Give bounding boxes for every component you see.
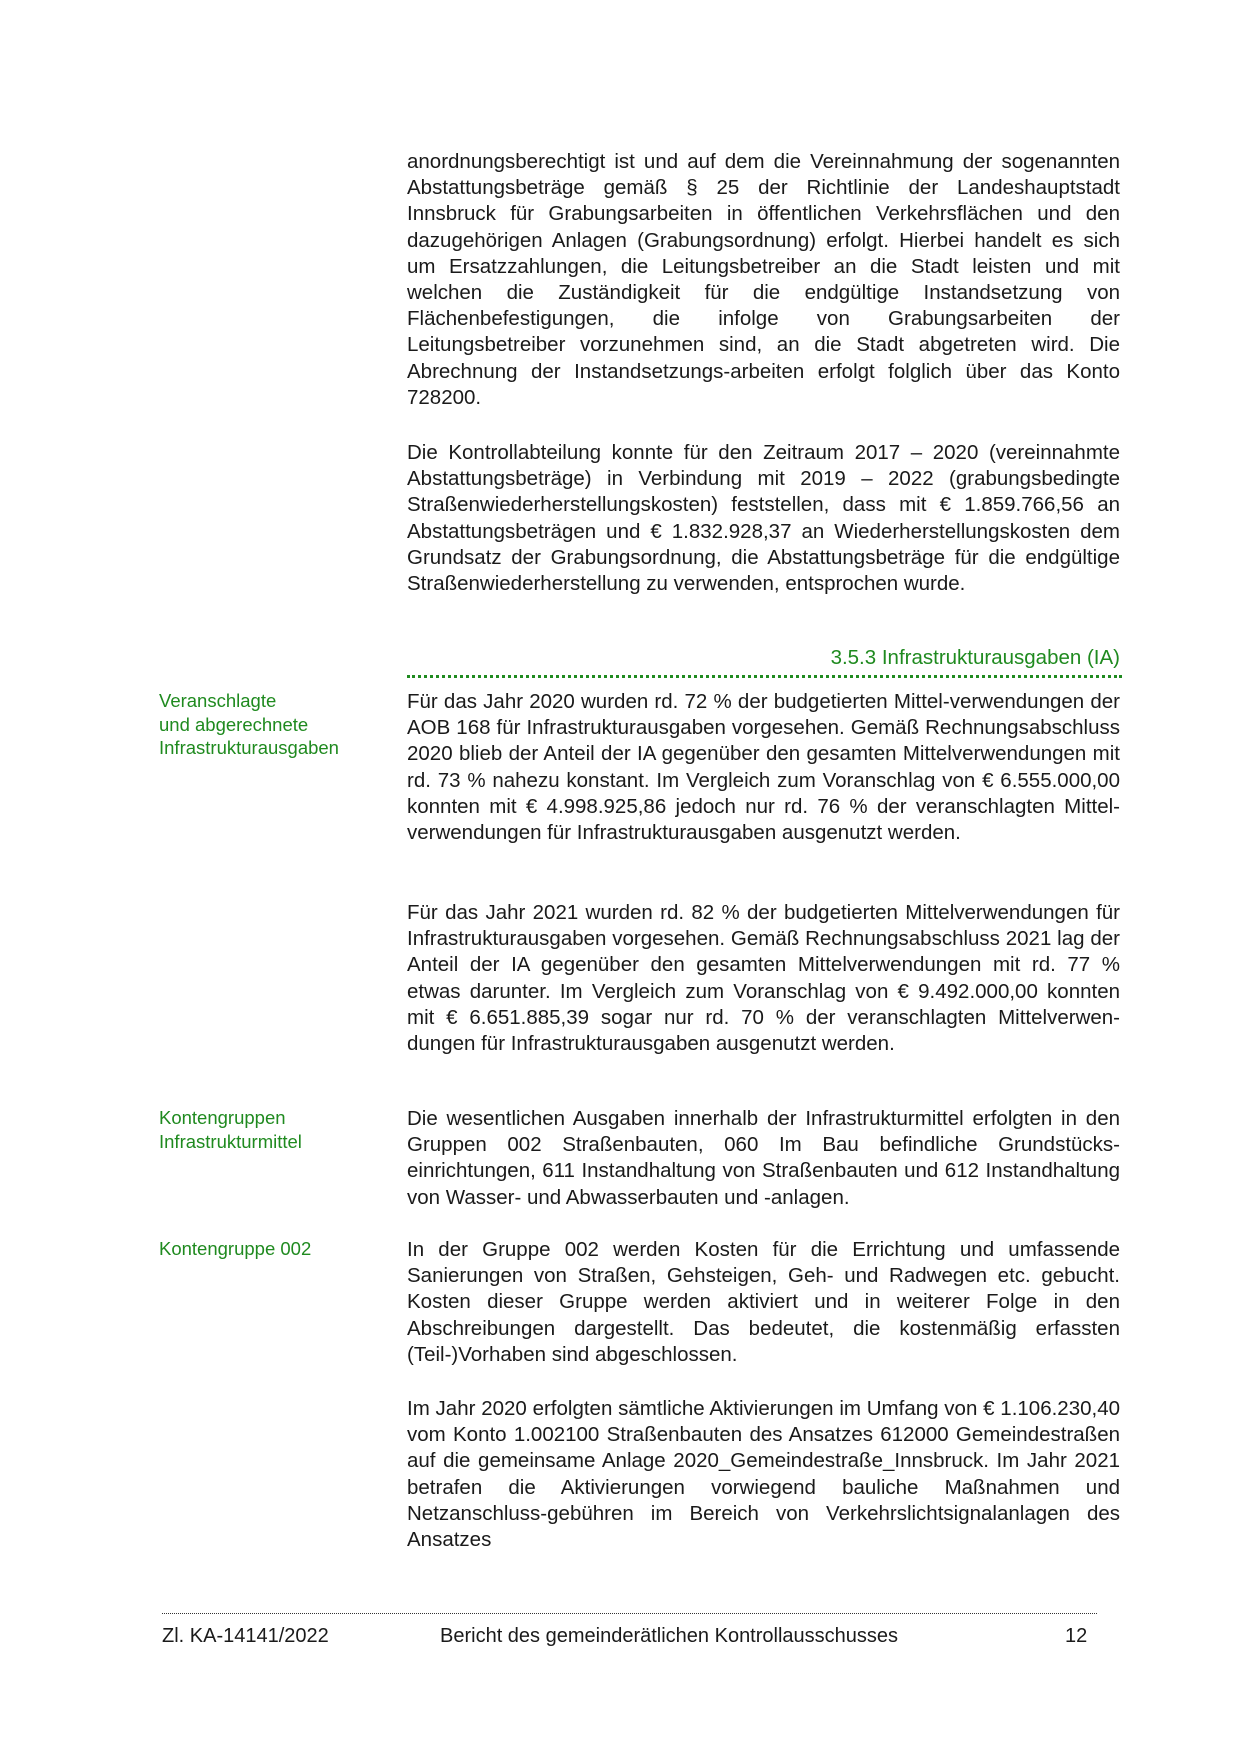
- body-paragraph-abstattungsbetraege: Die Kontrollabteilung konnte für den Zeitraum 2017 – 2020 (vereinnahmte Abstattungsbeträge) in Verbindung mit 2019 – 2022 (grabungsbedingte Straßenwiederherstellungskosten) feststellen, dass mit € 1.859.766,56 an Abstattungsbeträgen und € 1.832.928,37 an Wiederherstellungskosten dem Grundsatz der Grabungsordnung, die Abstattungsbeträge für die endgültige Straßenwiederherstellung zu verwenden, entsprochen wurde.: [407, 441, 1120, 596]
- body-paragraph-kontengruppen: Die wesentlichen Ausgaben innerhalb der Infrastrukturmittel erfolgten in den Gruppen 002 Straßenbauten, 060 Im Bau befindliche Grundstücks-einrichtungen, 611 Instandhaltung von Straßenbauten und 612 Instandhaltung von Wasser- und Abwasserbauten und -anlagen.: [407, 1107, 1120, 1209]
- body-paragraph-aktivierungen: Im Jahr 2020 erfolgten sämtliche Aktivierungen im Umfang von € 1.106.230,40 vom Konto 1.002100 Straßenbauten des Ansatzes 612000 Gemeindestraßen auf die gemeinsame Anlage 2020_Gemeindestraße_Innsbruck. Im Jahr 2021 betrafen die Aktivierungen vorwiegend bauliche Maßnahmen und Netzanschluss-gebühren im Bereich von Verkehrslichtsignalanlagen des Ansatzes: [407, 1397, 1120, 1552]
- body-paragraph-2020: Für das Jahr 2020 wurden rd. 72 % der budgetierten Mittel-verwendungen der AOB 168 für Infrastrukturausgaben vorgesehen. Gemäß Rechnungsabschluss 2020 blieb der Anteil der IA gegenüber den gesamten Mittelverwendungen mit rd. 73 % nahezu konstant. Im Vergleich zum Voranschlag von € 6.555.000,00 konnten mit € 4.998.925,86 jedoch nur rd. 76 % der veranschlagten Mittel-verwendungen für Infrastrukturausgaben ausgenutzt werden.: [407, 690, 1120, 845]
- margin-note-kontengruppen: Kontengruppen Infrastrukturmittel: [159, 1107, 302, 1152]
- body-paragraph-gruppe-002: In der Gruppe 002 werden Kosten für die Errichtung und umfassende Sanierungen von Straßen, Gehsteigen, Geh- und Radwegen etc. gebucht. Kosten dieser Gruppe werden aktiviert und in weiterer Folge in den Abschreibungen dargestellt. Das bedeutet, die kostenmäßig erfassten (Teil-)Vorhaben sind abgeschlossen.: [407, 1238, 1120, 1366]
- footer-page-number: 12: [1065, 1625, 1088, 1647]
- body-paragraph-2021: Für das Jahr 2021 wurden rd. 82 % der budgetierten Mittelverwendungen für Infrastrukturausgaben vorgesehen. Gemäß Rechnungsabschluss 2021 lag der Anteil der IA gegenüber den gesamten Mittelverwendungen mit rd. 77 % etwas darunter. Im Vergleich zum Voranschlag von € 9.492.000,00 konnten mit € 6.651.885,39 sogar nur rd. 70 % der veranschlagten Mittelverwen-dungen für Infrastrukturausgaben ausgenutzt werden.: [407, 901, 1120, 1056]
- footer-title: Bericht des gemeinderätlichen Kontrollausschusses: [440, 1625, 899, 1647]
- section-heading-rule: [407, 675, 1122, 678]
- footer-reference: Zl. KA-14141/2022: [162, 1625, 329, 1647]
- margin-note-kontengruppe-002: Kontengruppe 002: [159, 1238, 312, 1259]
- footer-rule: [162, 1613, 1097, 1614]
- section-heading: 3.5.3 Infrastrukturausgaben (IA): [830, 646, 1120, 669]
- margin-note-infrastrukturausgaben: Veranschlagte und abgerechnete Infrastrukturausgaben: [159, 690, 339, 758]
- body-paragraph-grabungsordnung: anordnungsberechtigt ist und auf dem die Vereinnahmung der sogenannten Abstattungsbeträge gemäß § 25 der Richtlinie der Landeshauptstadt Innsbruck für Grabungsarbeiten in öffentlichen Verkehrsflächen und den dazugehörigen Anlagen (Grabungsordnung) erfolgt. Hierbei handelt es sich um Ersatzzahlungen, die Leitungsbetreiber an die Stadt leisten und mit welchen die Zuständigkeit für die endgültige Instandsetzung von Flächenbefestigungen, die infolge von Grabungsarbeiten der Leitungsbetreiber vorzunehmen sind, an die Stadt abgetreten wird. Die Abrechnung der Instandsetzungs-arbeiten erfolgt folglich über das Konto 728200.: [407, 150, 1120, 409]
